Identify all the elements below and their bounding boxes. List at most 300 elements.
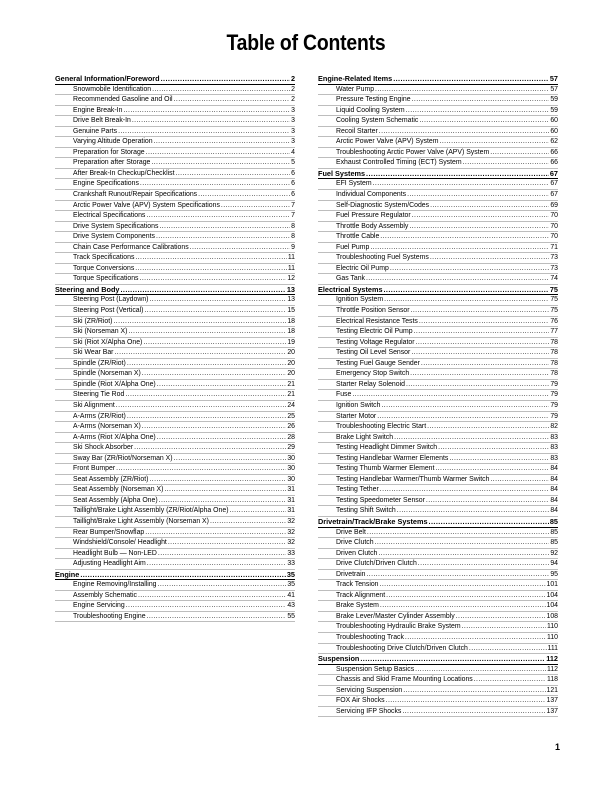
toc-entry-label: Ski (ZR/Riot) bbox=[73, 317, 113, 325]
toc-entry-page: 78 bbox=[550, 338, 558, 346]
toc-entry-label: Spindle (ZR/Riot) bbox=[73, 359, 126, 367]
toc-entry[interactable] bbox=[55, 528, 295, 539]
dot-leader bbox=[367, 528, 549, 538]
toc-entry-page: 60 bbox=[550, 117, 558, 125]
toc-entry-label: Headlight Bulb — Non-LED bbox=[73, 549, 157, 557]
toc-entry[interactable] bbox=[318, 506, 558, 517]
toc-entry[interactable] bbox=[55, 601, 295, 612]
toc-entry[interactable] bbox=[318, 686, 558, 697]
toc-entry[interactable] bbox=[55, 127, 295, 138]
dot-leader bbox=[440, 137, 550, 147]
toc-entry-label: Troubleshooting Electric Start bbox=[336, 423, 427, 431]
toc-entry-page: 79 bbox=[550, 391, 558, 399]
dot-leader bbox=[140, 274, 287, 284]
toc-entry[interactable] bbox=[55, 475, 295, 486]
toc-entry[interactable] bbox=[55, 359, 295, 370]
toc-entry-label: Fuel Systems bbox=[318, 168, 366, 178]
toc-entry-label: Brake Light Switch bbox=[336, 433, 394, 441]
toc-entry-page: 25 bbox=[287, 412, 295, 420]
toc-entry[interactable] bbox=[55, 549, 295, 560]
toc-entry-label: Chassis and Skid Frame Mounting Locations bbox=[336, 676, 473, 684]
toc-entry-label: Ski Shock Absorber bbox=[73, 444, 134, 452]
toc-entry[interactable] bbox=[55, 95, 295, 106]
toc-entry[interactable] bbox=[318, 549, 558, 560]
toc-entry-label: Gas Tank bbox=[336, 275, 365, 283]
toc-entry-label: A-Arms (Riot X/Alpha One) bbox=[73, 433, 156, 441]
dot-leader bbox=[168, 538, 286, 548]
toc-entry[interactable] bbox=[318, 222, 558, 233]
toc-entry[interactable] bbox=[318, 485, 558, 496]
toc-entry[interactable] bbox=[55, 179, 295, 190]
toc-entry-label: Engine Specifications bbox=[73, 180, 139, 188]
toc-entry[interactable] bbox=[55, 243, 295, 254]
toc-entry[interactable] bbox=[318, 274, 558, 285]
toc-entry[interactable] bbox=[55, 591, 295, 602]
toc-entry-label: Ski (Riot X/Alpha One) bbox=[73, 338, 143, 346]
dot-leader bbox=[134, 443, 286, 453]
toc-entry[interactable] bbox=[318, 116, 558, 127]
toc-entry-page: 110 bbox=[547, 623, 558, 631]
toc-entry[interactable] bbox=[55, 148, 295, 159]
toc-entry-page: 79 bbox=[550, 401, 558, 409]
toc-entry[interactable] bbox=[318, 369, 558, 380]
dot-leader bbox=[403, 686, 545, 696]
toc-entry-page: 33 bbox=[287, 560, 295, 568]
dot-leader bbox=[416, 338, 550, 348]
toc-entry-page: 20 bbox=[287, 359, 295, 367]
toc-entry[interactable] bbox=[55, 338, 295, 349]
toc-entry-page: 13 bbox=[286, 284, 295, 294]
toc-entry[interactable] bbox=[318, 433, 558, 444]
dot-leader bbox=[430, 201, 549, 211]
toc-entry-label: Torque Specifications bbox=[73, 275, 139, 283]
dot-leader bbox=[429, 517, 549, 527]
toc-entry[interactable] bbox=[55, 454, 295, 465]
dot-leader bbox=[145, 528, 286, 538]
toc-entry[interactable] bbox=[318, 401, 558, 412]
dot-leader bbox=[412, 95, 550, 105]
toc-entry-label: Engine Removing/Installing bbox=[73, 581, 157, 589]
toc-entry[interactable] bbox=[318, 464, 558, 475]
toc-entry[interactable] bbox=[55, 232, 295, 243]
toc-entry[interactable] bbox=[318, 591, 558, 602]
toc-entry-label: Engine Break-In bbox=[73, 106, 123, 114]
toc-entry-page: 73 bbox=[550, 264, 558, 272]
toc-entry-page: 84 bbox=[550, 496, 558, 504]
dot-leader bbox=[159, 222, 290, 232]
toc-entry[interactable] bbox=[55, 317, 295, 328]
toc-entry-label: Seat Assembly (ZR/Riot) bbox=[73, 475, 149, 483]
toc-entry[interactable] bbox=[318, 707, 558, 718]
dot-leader bbox=[375, 538, 550, 548]
toc-entry-page: 13 bbox=[287, 296, 295, 304]
toc-entry[interactable] bbox=[55, 158, 295, 169]
toc-entry-label: Testing Fuel Gauge Sender bbox=[336, 359, 420, 367]
toc-entry-label: Driven Clutch bbox=[336, 549, 378, 557]
toc-entry-label: Troubleshooting Drive Clutch/Driven Clutch bbox=[336, 644, 468, 652]
toc-entry-label: Water Pump bbox=[336, 85, 375, 93]
toc-entry-page: 77 bbox=[550, 328, 558, 336]
toc-entry[interactable] bbox=[55, 211, 295, 222]
dot-leader bbox=[380, 580, 546, 590]
toc-entry-label: Electrical Specifications bbox=[73, 212, 146, 220]
toc-entry-label: Testing Headlight Dimmer Switch bbox=[336, 444, 438, 452]
toc-entry[interactable] bbox=[318, 317, 558, 328]
toc-entry-label: Throttle Position Sensor bbox=[336, 307, 410, 315]
dot-leader bbox=[406, 106, 550, 116]
toc-entry[interactable] bbox=[318, 475, 558, 486]
toc-entry-label: Drivetrain bbox=[336, 570, 366, 578]
toc-entry[interactable] bbox=[318, 264, 558, 275]
dot-leader bbox=[174, 454, 287, 464]
toc-entry-label: Brake Lever/Master Cylinder Assembly bbox=[336, 612, 455, 620]
toc-entry[interactable] bbox=[318, 570, 558, 581]
toc-entry[interactable] bbox=[55, 380, 295, 391]
toc-entry[interactable] bbox=[318, 211, 558, 222]
dot-leader bbox=[421, 359, 549, 369]
toc-entry[interactable] bbox=[318, 528, 558, 539]
toc-section-entry[interactable] bbox=[318, 654, 558, 665]
dot-leader bbox=[147, 559, 287, 569]
toc-entry-page: 32 bbox=[287, 528, 295, 536]
toc-entry-page: 112 bbox=[546, 654, 558, 664]
toc-entry-label: Troubleshooting Hydraulic Brake System bbox=[336, 623, 461, 631]
dot-leader bbox=[410, 369, 549, 379]
toc-entry-label: General Information/Foreword bbox=[55, 74, 160, 83]
toc-entry[interactable] bbox=[318, 338, 558, 349]
toc-entry-label: Electrical Resistance Tests bbox=[336, 317, 418, 325]
toc-entry-page: 71 bbox=[550, 243, 558, 251]
toc-entry-page: 70 bbox=[550, 222, 558, 230]
dot-leader bbox=[135, 253, 286, 263]
toc-entry-label: Troubleshooting Track bbox=[336, 633, 404, 641]
dot-leader bbox=[449, 454, 549, 464]
dot-leader bbox=[393, 74, 549, 84]
dot-leader bbox=[406, 380, 549, 390]
dot-leader bbox=[366, 274, 549, 284]
toc-entry-label: Testing Oil Level Sensor bbox=[336, 349, 411, 357]
dot-leader bbox=[143, 338, 286, 348]
toc-entry-page: 31 bbox=[287, 486, 295, 494]
toc-entry[interactable] bbox=[55, 506, 295, 517]
dot-leader bbox=[469, 644, 547, 654]
toc-entry-page: 2 bbox=[291, 85, 295, 93]
toc-entry[interactable] bbox=[318, 137, 558, 148]
toc-entry-page: 12 bbox=[287, 275, 295, 283]
dot-leader bbox=[390, 264, 549, 274]
dot-leader bbox=[120, 285, 285, 295]
toc-entry-label: Genuine Parts bbox=[73, 127, 118, 135]
toc-entry-label: Testing Tether bbox=[336, 486, 379, 494]
toc-entry[interactable] bbox=[318, 201, 558, 212]
toc-entry-page: 4 bbox=[291, 148, 295, 156]
toc-entry-page: 84 bbox=[550, 465, 558, 473]
dot-leader bbox=[146, 148, 291, 158]
dot-leader bbox=[405, 633, 546, 643]
dot-leader bbox=[370, 243, 549, 253]
toc-entry-page: 26 bbox=[287, 423, 295, 431]
toc-entry-page: 62 bbox=[550, 138, 558, 146]
toc-entry-label: Engine bbox=[55, 569, 80, 579]
toc-entry[interactable] bbox=[318, 158, 558, 169]
toc-entry[interactable] bbox=[55, 496, 295, 507]
toc-entry-page: 15 bbox=[287, 307, 295, 315]
toc-entry[interactable] bbox=[318, 580, 558, 591]
toc-entry-label: Steering and Body bbox=[55, 284, 120, 294]
dot-leader bbox=[158, 549, 286, 559]
toc-entry-page: 59 bbox=[550, 106, 558, 114]
toc-entry-label: Steering Post (Laydown) bbox=[73, 296, 149, 304]
dot-leader bbox=[198, 190, 290, 200]
toc-entry[interactable] bbox=[318, 179, 558, 190]
toc-entry[interactable] bbox=[55, 538, 295, 549]
toc-entry[interactable] bbox=[318, 127, 558, 138]
toc-section-entry[interactable] bbox=[55, 74, 295, 85]
dot-leader bbox=[463, 158, 550, 168]
toc-entry-page: 5 bbox=[291, 159, 295, 167]
toc-entry-page: 32 bbox=[287, 517, 295, 525]
dot-leader bbox=[151, 158, 290, 168]
toc-entry[interactable] bbox=[318, 601, 558, 612]
dot-leader bbox=[411, 348, 549, 358]
toc-entry-label: Ignition System bbox=[336, 296, 384, 304]
toc-entry-label: Front Bumper bbox=[73, 465, 116, 473]
toc-entry[interactable] bbox=[318, 327, 558, 338]
toc-entry-label: Cooling System Schematic bbox=[336, 117, 419, 125]
toc-entry-page: 3 bbox=[291, 138, 295, 146]
toc-entry-label: A-Arms (Norseman X) bbox=[73, 423, 141, 431]
toc-entry[interactable] bbox=[55, 580, 295, 591]
toc-entry-label: Drive Clutch bbox=[336, 539, 374, 547]
dot-leader bbox=[128, 327, 286, 337]
toc-entry-label: Liquid Cooling System bbox=[336, 106, 405, 114]
toc-entry-label: Taillight/Brake Light Assembly (Norseman X) bbox=[73, 517, 209, 525]
toc-entry-page: 137 bbox=[546, 707, 558, 715]
toc-entry[interactable] bbox=[318, 665, 558, 676]
toc-entry[interactable] bbox=[55, 327, 295, 338]
toc-entry[interactable] bbox=[318, 190, 558, 201]
dot-leader bbox=[221, 201, 290, 211]
toc-entry-page: 33 bbox=[287, 549, 295, 557]
toc-entry-page: 84 bbox=[550, 475, 558, 483]
toc-entry-label: Ignition Switch bbox=[336, 401, 381, 409]
toc-entry-label: Testing Speedometer Sensor bbox=[336, 496, 425, 504]
toc-entry-page: 32 bbox=[287, 539, 295, 547]
toc-entry[interactable] bbox=[318, 306, 558, 317]
dot-leader bbox=[462, 622, 546, 632]
toc-entry-page: 121 bbox=[546, 686, 558, 694]
toc-entry[interactable] bbox=[318, 422, 558, 433]
toc-entry-label: Arctic Power Valve (APV) System Specifications bbox=[73, 201, 220, 209]
toc-entry[interactable] bbox=[318, 243, 558, 254]
toc-entry-label: Pressure Testing Engine bbox=[336, 96, 411, 104]
toc-entry-page: 9 bbox=[291, 243, 295, 251]
toc-entry[interactable] bbox=[55, 116, 295, 127]
toc-entry[interactable] bbox=[55, 485, 295, 496]
toc-entry[interactable] bbox=[318, 253, 558, 264]
toc-entry[interactable] bbox=[55, 264, 295, 275]
toc-entry-page: 104 bbox=[546, 602, 558, 610]
toc-entry[interactable] bbox=[318, 390, 558, 401]
toc-entry[interactable] bbox=[318, 454, 558, 465]
toc-entry[interactable] bbox=[318, 232, 558, 243]
dot-leader bbox=[156, 232, 290, 242]
toc-entry[interactable] bbox=[318, 412, 558, 423]
toc-entry-label: Seat Assembly (Alpha One) bbox=[73, 496, 158, 504]
toc-section-entry[interactable] bbox=[55, 285, 295, 296]
toc-entry-label: Steering Post (Vertical) bbox=[73, 307, 144, 315]
toc-entry-page: 11 bbox=[287, 264, 295, 272]
toc-entry-page: 94 bbox=[550, 560, 558, 568]
toc-entry[interactable] bbox=[55, 433, 295, 444]
toc-entry-label: Testing Shift Switch bbox=[336, 507, 396, 515]
toc-entry-page: 67 bbox=[550, 180, 558, 188]
toc-entry[interactable] bbox=[55, 253, 295, 264]
toc-entry[interactable] bbox=[55, 306, 295, 317]
toc-section-entry[interactable] bbox=[318, 169, 558, 180]
dot-leader bbox=[397, 506, 550, 516]
toc-entry-page: 3 bbox=[291, 117, 295, 125]
toc-entry[interactable] bbox=[318, 380, 558, 391]
dot-leader bbox=[412, 211, 550, 221]
toc-entry[interactable] bbox=[55, 401, 295, 412]
toc-entry-page: 83 bbox=[550, 433, 558, 441]
toc-entry[interactable] bbox=[318, 85, 558, 96]
toc-section-entry[interactable] bbox=[318, 74, 558, 85]
dot-leader bbox=[378, 549, 549, 559]
toc-entry-page: 66 bbox=[550, 159, 558, 167]
dot-leader bbox=[373, 179, 550, 189]
toc-entry[interactable] bbox=[318, 559, 558, 570]
toc-entry-page: 57 bbox=[549, 74, 558, 83]
toc-entry-label: Troubleshooting Engine bbox=[73, 612, 146, 620]
toc-entry-label: Starter Motor bbox=[336, 412, 377, 420]
toc-entry-label: Snowmobile Identification bbox=[73, 85, 152, 93]
toc-entry-label: Throttle Cable bbox=[336, 233, 380, 241]
toc-entry[interactable] bbox=[55, 559, 295, 570]
dot-leader bbox=[132, 116, 290, 126]
toc-entry[interactable] bbox=[318, 348, 558, 359]
toc-entry[interactable] bbox=[55, 422, 295, 433]
toc-entry-label: A-Arms (ZR/Riot) bbox=[73, 412, 126, 420]
toc-entry[interactable] bbox=[318, 148, 558, 159]
dot-leader bbox=[430, 253, 550, 263]
toc-entry[interactable] bbox=[318, 106, 558, 117]
toc-entry[interactable] bbox=[318, 359, 558, 370]
toc-section-entry[interactable] bbox=[318, 285, 558, 296]
toc-entry[interactable] bbox=[318, 496, 558, 507]
dot-leader bbox=[149, 475, 286, 485]
dot-leader bbox=[116, 464, 286, 474]
toc-entry-label: Drive Belt bbox=[336, 528, 366, 536]
toc-entry[interactable] bbox=[55, 390, 295, 401]
toc-entry[interactable] bbox=[318, 95, 558, 106]
toc-entry[interactable] bbox=[318, 443, 558, 454]
toc-entry[interactable] bbox=[318, 612, 558, 623]
toc-entry[interactable] bbox=[55, 369, 295, 380]
dot-leader bbox=[190, 243, 290, 253]
toc-entry-page: 78 bbox=[550, 370, 558, 378]
toc-entry-label: Engine Servicing bbox=[73, 602, 125, 610]
toc-entry-label: Seat Assembly (Norseman X) bbox=[73, 486, 164, 494]
toc-entry[interactable] bbox=[55, 443, 295, 454]
toc-entry[interactable] bbox=[55, 169, 295, 180]
toc-entry-label: Varying Altitude Operation bbox=[73, 138, 153, 146]
toc-entry-page: 112 bbox=[547, 665, 558, 673]
toc-entry[interactable] bbox=[55, 137, 295, 148]
toc-entry[interactable] bbox=[55, 295, 295, 306]
toc-entry[interactable] bbox=[55, 106, 295, 117]
toc-entry[interactable] bbox=[318, 644, 558, 655]
toc-entry-label: Ski Wear Bar bbox=[73, 349, 114, 357]
toc-entry[interactable] bbox=[55, 517, 295, 528]
toc-entry-label: Recoil Starter bbox=[336, 127, 378, 135]
toc-entry[interactable] bbox=[318, 696, 558, 707]
toc-entry[interactable] bbox=[55, 201, 295, 212]
toc-entry-label: Suspension bbox=[318, 654, 360, 664]
toc-entry[interactable] bbox=[55, 464, 295, 475]
toc-entry-page: 24 bbox=[287, 401, 295, 409]
toc-entry[interactable] bbox=[55, 85, 295, 96]
toc-entry[interactable] bbox=[55, 612, 295, 623]
dot-leader bbox=[419, 116, 549, 126]
toc-entry[interactable] bbox=[318, 633, 558, 644]
toc-entry-label: Testing Voltage Regulator bbox=[336, 338, 415, 346]
toc-entry-page: 74 bbox=[550, 275, 558, 283]
toc-entry[interactable] bbox=[55, 348, 295, 359]
toc-entry[interactable] bbox=[318, 622, 558, 633]
toc-entry-label: Drive Belt Break-In bbox=[73, 117, 131, 125]
toc-entry-label: Drive System Components bbox=[73, 233, 155, 241]
toc-entry-page: 28 bbox=[287, 433, 295, 441]
toc-entry[interactable] bbox=[55, 274, 295, 285]
toc-section-entry[interactable] bbox=[318, 517, 558, 528]
dot-leader bbox=[138, 591, 286, 601]
toc-section-entry[interactable] bbox=[55, 570, 295, 581]
toc-entry-page: 2 bbox=[290, 74, 295, 83]
toc-entry-page: 84 bbox=[550, 486, 558, 494]
toc-entry-page: 43 bbox=[287, 602, 295, 610]
toc-entry[interactable] bbox=[55, 412, 295, 423]
toc-entry-page: 67 bbox=[550, 191, 558, 199]
toc-entry-page: 31 bbox=[287, 507, 295, 515]
toc-entry[interactable] bbox=[55, 222, 295, 233]
dot-leader bbox=[386, 591, 545, 601]
dot-leader bbox=[164, 485, 286, 495]
toc-entry-page: 3 bbox=[291, 106, 295, 114]
dot-leader bbox=[123, 106, 290, 116]
toc-entry-page: 30 bbox=[287, 465, 295, 473]
toc-entry-label: Troubleshooting Fuel Systems bbox=[336, 254, 429, 262]
toc-entry-label: Recommended Gasoline and Oil bbox=[73, 96, 173, 104]
dot-leader bbox=[161, 74, 290, 84]
toc-entry-label: Emergency Stop Switch bbox=[336, 370, 410, 378]
toc-entry[interactable] bbox=[55, 190, 295, 201]
toc-entry-page: 67 bbox=[549, 168, 558, 178]
dot-leader bbox=[144, 306, 286, 316]
dot-leader bbox=[360, 654, 545, 664]
toc-entry[interactable] bbox=[318, 295, 558, 306]
dot-leader bbox=[426, 496, 549, 506]
dot-leader bbox=[154, 137, 291, 147]
dot-leader bbox=[490, 475, 549, 485]
toc-entry[interactable] bbox=[318, 675, 558, 686]
toc-entry-label: Track Alignment bbox=[336, 591, 386, 599]
toc-entry-label: Fuel Pressure Regulator bbox=[336, 212, 411, 220]
dot-leader bbox=[407, 190, 549, 200]
toc-entry-page: 85 bbox=[550, 528, 558, 536]
toc-entry[interactable] bbox=[318, 538, 558, 549]
